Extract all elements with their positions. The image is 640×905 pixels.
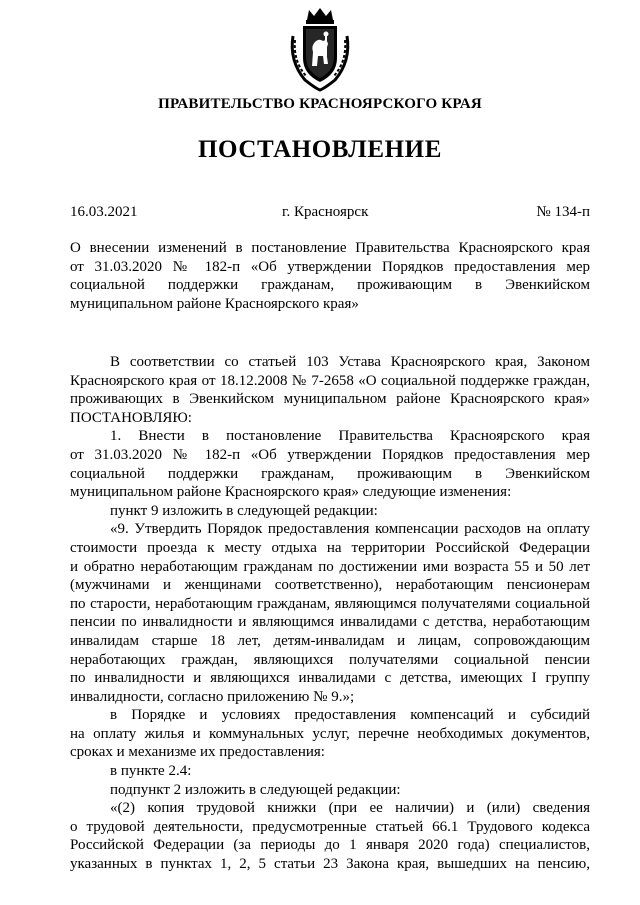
point9-line: неработающих граждан, являющихся получателями социальной пенсии	[70, 651, 590, 668]
point9-line: по старости, неработающим гражданам, являющимся получателями социальной	[70, 595, 590, 612]
point9-line: инвалидности, согласно приложению № 9.»;	[70, 688, 355, 705]
item1-line: муниципальном районе Красноярского края» следующие изменения:	[70, 484, 512, 501]
document-date: 16.03.2021	[70, 204, 138, 220]
subpoint2-line: указанных в пунктах 1, 2, 5 статьи 23 Закона края, вышедших на пенсию,	[70, 856, 590, 873]
point9-line: инвалидам старше 18 лет, детям-инвалидам и лицам, сопровождающим	[70, 632, 590, 649]
point9-line: (мужчинами и женщинами соответственно), неработающим пенсионерам	[70, 577, 590, 594]
subject-line: О внесении изменений в постановление Правительства Красноярского края	[70, 240, 590, 256]
organization-title: ПРАВИТЕЛЬСТВО КРАСНОЯРСКОГО КРАЯ	[158, 96, 482, 112]
subpoint2-heading: подпункт 2 изложить в следующей редакции:	[110, 781, 401, 798]
subject-line: от 31.03.2020 № 182-п «Об утверждении Порядков предоставления мер	[70, 258, 590, 275]
document-number: № 134-п	[536, 204, 590, 220]
subpoint2-line: о трудовой деятельности, предусмотренные статьей 66.1 Трудового кодекса	[70, 818, 590, 835]
point9-line: «9. Утвердить Порядок предоставления компенсации расходов на оплату	[110, 521, 590, 538]
document-city: г. Красноярск	[282, 204, 369, 220]
point9-line: по инвалидности и являющихся инвалидами с детства, имеющих I группу	[70, 670, 590, 687]
procedure-line: в Порядке и условиях предоставления компенсаций и субсидий	[110, 707, 590, 724]
krasnoyarsk-coat-of-arms-icon	[285, 6, 355, 92]
procedure-line: сроках и механизме их предоставления:	[70, 744, 325, 761]
item1-line: 1. Внести в постановление Правительства Красноярского края	[110, 428, 590, 445]
preamble-line: В соответствии со статьей 103 Устава Красноярского края, Законом	[110, 354, 590, 370]
subject-line: социальной поддержки гражданам, проживающим в Эвенкийском	[70, 277, 590, 294]
subpoint2-line: Российской Федерации (за периоды до 1 января 2020 года) специалистов,	[70, 837, 590, 854]
subpoint2-line: «(2) копия трудовой книжки (при ее наличии) и (или) сведения	[110, 800, 590, 817]
preamble-decree-word: ПОСТАНОВЛЯЮ:	[70, 409, 192, 426]
item1-line: социальной поддержки гражданам, проживающим в Эвенкийском	[70, 465, 590, 482]
point9-line: пенсии по инвалидности и являющимся инвалидами с детства, неработающим	[70, 614, 590, 631]
point9-line: и обратно неработающим гражданам по достижении ими возраста 55 и 50 лет	[70, 558, 590, 575]
subject-line: муниципальном районе Красноярского края»	[70, 295, 359, 312]
procedure-line: на оплату жилья и коммунальных услуг, перечне необходимых документов,	[70, 725, 590, 742]
document-body	[70, 353, 590, 874]
point9-line: стоимости проезда к месту отдыха на территории Российской Федерации	[70, 539, 590, 556]
preamble-line: Красноярского края от 18.12.2008 № 7-2658 «О социальной поддержке граждан,	[70, 372, 590, 389]
document-subject	[70, 239, 590, 313]
document-type-title: ПОСТАНОВЛЕНИЕ	[197, 136, 443, 163]
point24-heading: в пункте 2.4:	[110, 763, 192, 780]
point9-heading: пункт 9 изложить в следующей редакции:	[110, 502, 378, 519]
item1-line: от 31.03.2020 № 182-п «Об утверждении Порядков предоставления мер	[70, 446, 590, 463]
preamble-line: проживающих в Эвенкийском муниципальном районе Красноярского края»	[70, 391, 590, 408]
